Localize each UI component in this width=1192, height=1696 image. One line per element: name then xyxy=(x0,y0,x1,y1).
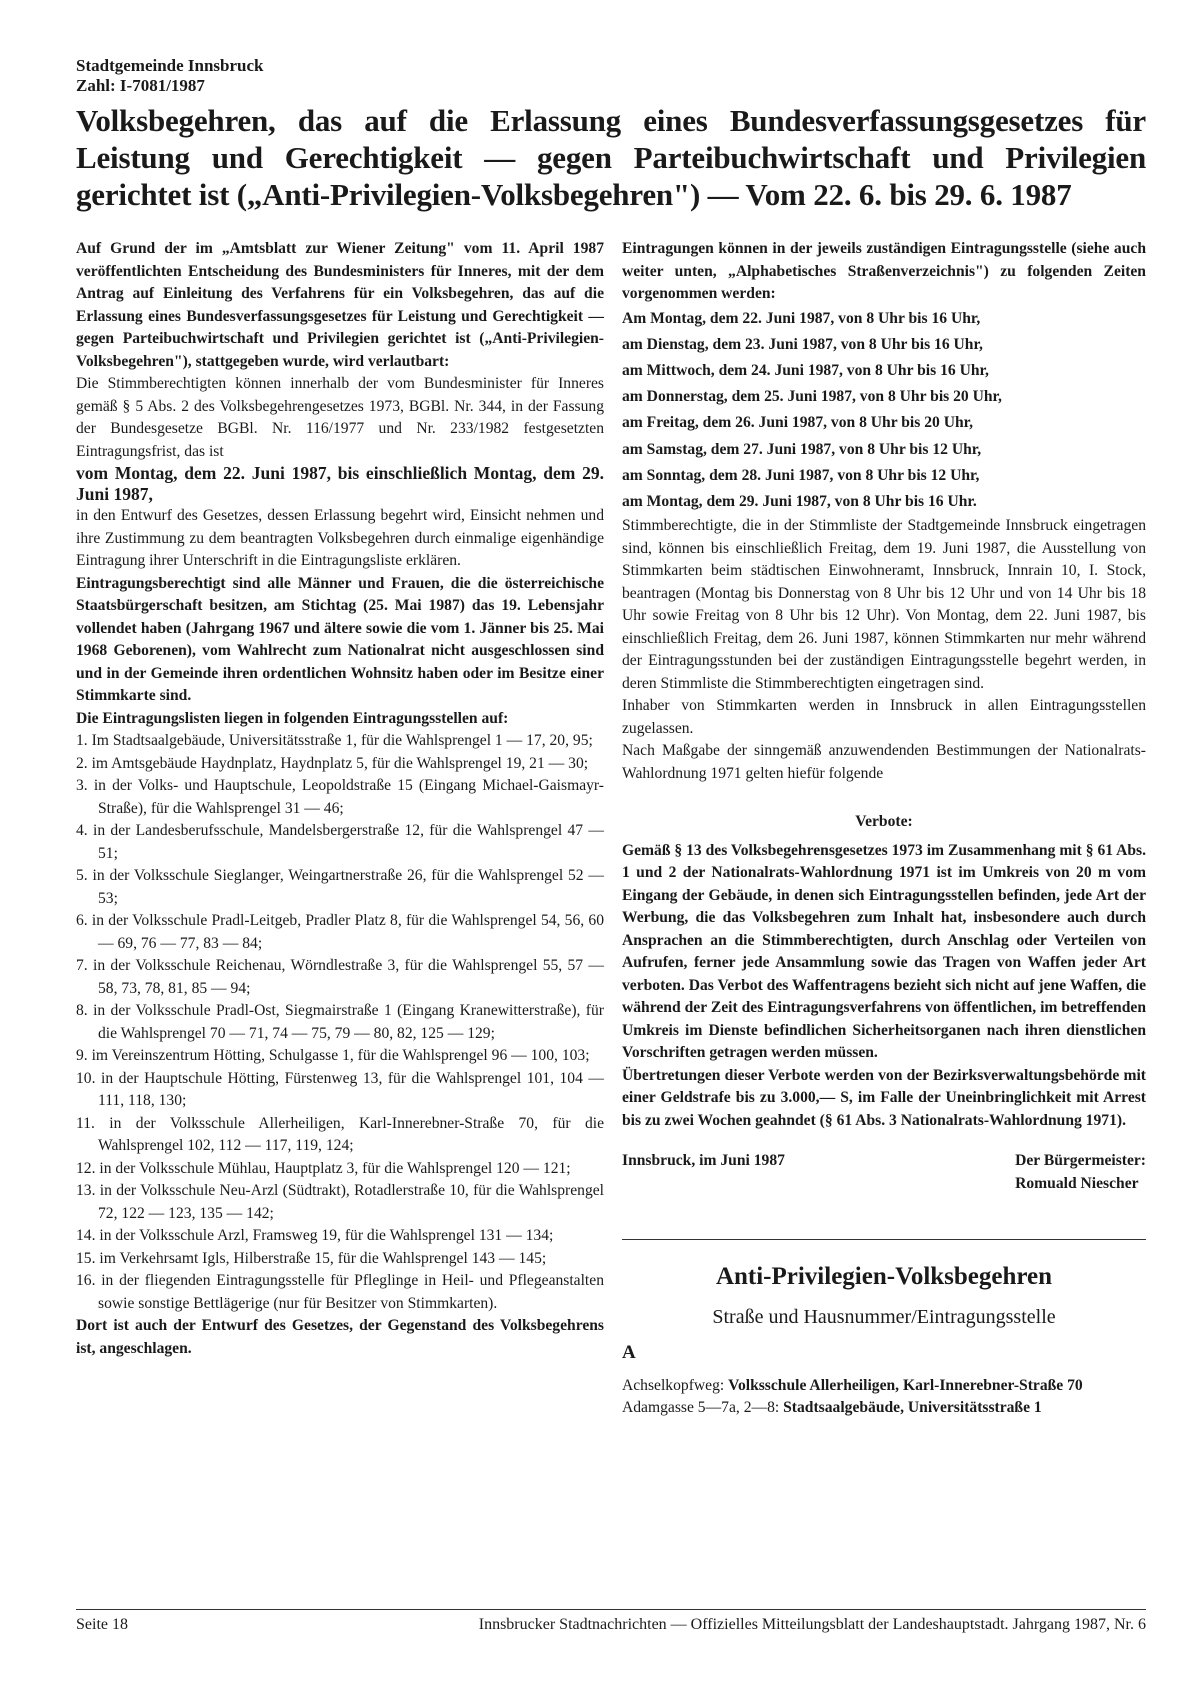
signer-name: Romuald Niescher xyxy=(1015,1174,1139,1192)
prohibitions-heading: Verbote: xyxy=(855,813,913,831)
street-index-subtitle: Straße und Hausnummer/Eintragungsstelle xyxy=(712,1306,1056,1329)
document-header xyxy=(76,56,1146,213)
prohibitions-paragraph: Gemäß § 13 des Volksbegehrensgesetzes 1973 im Zusammenhang mit § 61 Abs. 1 und 2 der Nationalrats-Wahlordnung 1971 ist im Umkreis von 20 m vom Eingang der Gebäude, in denen sich Eintragungsstellen befinden, jede Art der Werbung, die das Volksbegehren zum Inhalt hat, insbesondere auch durch Ansprachen an die Stimmberechtigten, durch Anschlag oder Verteilen von Aufrufen, ferner jede Ansammlung sowie das Tragen von Waffen jeder Art verboten. Das Verbot des Waffentragens bezieht sich nicht auf jene Waffen, die während der Zeit des Eintragungsverfahrens von öffentlichen, im betreffenden Umkreis im Dienste befindlichen Sicherheitsorganen nach ihren dienstlichen Vorschriften getragen werden müssen. xyxy=(622,841,1146,1062)
page-number: Seite 18 xyxy=(76,1616,128,1633)
publication-line: Innsbrucker Stadtnachrichten — Offizielles Mitteilungsblatt der Landeshauptstadt. Jahrgang 1987, Nr. 6 xyxy=(478,1616,1146,1633)
schedule-item: am Mittwoch, dem 24. Juni 1987, von 8 Uhr bis 16 Uhr, xyxy=(622,361,989,379)
index-letter: A xyxy=(622,1342,636,1364)
list-item: 15. im Verkehrsamt Igls, Hilberstraße 15, für die Wahlsprengel 143 — 145; xyxy=(76,1249,547,1267)
penalties-paragraph: Übertretungen dieser Verbote werden von der Bezirksverwaltungsbehörde mit einer Geldstrafe bis zu 3.000,— S, im Falle der Uneinbringlichkeit mit Arrest bis zu zwei Wochen geahndet (§ 61 Abs. 3 Nationalrats-Wahlordnung 1971). xyxy=(622,1066,1146,1129)
list-item: 8. in der Volksschule Pradl-Ost, Siegmairstraße 1 (Eingang Kranewitterstraße), für die Wahlsprengel 70 — 71, 74 — 75, 79 — 80, 82, 125 — 129; xyxy=(76,1002,604,1042)
list-item: 4. in der Landesberufsschule, Mandelsbergerstraße 12, für die Wahlsprengel 47 — 51; xyxy=(76,822,604,862)
list-item xyxy=(622,1375,1146,1398)
section-divider xyxy=(622,1239,1146,1240)
list-item: 1. Im Stadtsaalgebäude, Universitätsstraße 1, für die Wahlsprengel 1 — 17, 20, 95; xyxy=(76,732,593,749)
station-name: Stadtsaalgebäude, Universitätsstraße 1 xyxy=(783,1399,1042,1417)
document-title: Volksbegehren, das auf die Erlassung eines Bundesverfassungsgesetzes für Leistung und Gerechtigkeit — gegen Parteibuchwirtschaft und Privilegien gerichtet ist („Anti-Privilegien-Volksbegehren") — Vom 22. 6. bis 29. 6. 1987 xyxy=(76,103,1146,212)
voting-card-paragraph: Stimmberechtigte, die in der Stimmliste der Stadtgemeinde Innsbruck eingetragen sind, können bis einschließlich Freitag, dem 19. Juni 1987, die Ausstellung von Stimmkarten beim städtischen Einwohneramt, Innsbruck, Innrain 10, I. Stock, beantragen (Montag bis Donnerstag von 8 Uhr bis 12 Uhr und von 14 Uhr bis 18 Uhr sowie Freitag von 8 Uhr bis 12 Uhr). Von Montag, dem 22. Juni 1987, bis einschließlich Freitag, dem 26. Juni 1987, können Stimmkarten nur mehr während der Eintragungsstunden bei der zuständigen Eintragungsstelle begehrt werden, in deren Stimmliste die Stimmberechtigten eingetragen sind. xyxy=(622,517,1146,692)
schedule-item: am Sonntag, dem 28. Juni 1987, von 8 Uhr bis 12 Uhr, xyxy=(622,466,980,484)
page-footer xyxy=(76,1609,1146,1634)
schedule-intro: Eintragungen können in der jeweils zuständigen Eintragungsstelle (siehe auch weiter unten, „Alphabetisches Straßenverzeichnis") zu folgenden Zeiten vorgenommen werden: xyxy=(622,240,1146,302)
schedule-item: Am Montag, dem 22. Juni 1987, von 8 Uhr bis 16 Uhr, xyxy=(622,309,981,327)
list-item: 5. in der Volksschule Sieglanger, Weingartnerstraße 26, für die Wahlsprengel 52 — 53; xyxy=(76,867,604,907)
street-name: Adamgasse 5—7a, 2—8: xyxy=(622,1399,780,1417)
schedule-item: am Samstag, dem 27. Juni 1987, von 8 Uhr bis 12 Uhr, xyxy=(622,440,982,458)
registration-period: vom Montag, dem 22. Juni 1987, bis einschließlich Montag, dem 29. Juni 1987, xyxy=(76,463,604,504)
list-item: 10. in der Hauptschule Hötting, Fürstenweg 13, für die Wahlsprengel 101, 104 — 111, 118, 130; xyxy=(76,1069,604,1109)
stations-heading: Die Eintragungslisten liegen in folgenden Eintragungsstellen auf: xyxy=(76,709,509,727)
intro-paragraph: Auf Grund der im „Amtsblatt zur Wiener Zeitung" vom 11. April 1987 veröffentlichten Entscheidung des Bundesministers für Inneres, mit der dem Antrag auf Einleitung des Verfahrens für ein Volksbegehren, das auf die Erlassung eines Bundesverfassungsgesetzes für Leistung und Gerechtigkeit — gegen Parteibuchwirtschaft und Privilegien gerichtet ist („Anti-Privilegien-Volksbegehren"), stattgegeben wurde, wird verlautbart: xyxy=(76,240,604,370)
street-index-title: Anti-Privilegien-Volksbegehren xyxy=(715,1263,1053,1291)
right-column xyxy=(622,238,1146,1420)
signer-role: Der Bürgermeister: xyxy=(1015,1152,1146,1170)
issuer: Stadtgemeinde Innsbruck xyxy=(76,56,264,75)
card-holders-paragraph: Inhaber von Stimmkarten werden in Innsbruck in allen Eintragungsstellen zugelassen. xyxy=(622,697,1146,737)
list-item: 16. in der fliegenden Eintragungsstelle für Pfleglinge in Heil- und Pflegeanstalten sowie sonstige Bettlägerige (nur für Besitzer von Stimmkarten). xyxy=(76,1272,604,1312)
list-item: 13. in der Volksschule Neu-Arzl (Südtrakt), Rotadlerstraße 10, für die Wahlsprengel 72, 122 — 123, 135 — 142; xyxy=(76,1182,604,1222)
street-name: Achselkopfweg: xyxy=(622,1376,725,1394)
list-item: 6. in der Volksschule Pradl-Leitgeb, Pradler Platz 8, für die Wahlsprengel 54, 56, 60 — 69, 76 — 77, 83 — 84; xyxy=(76,912,604,952)
place-date: Innsbruck, im Juni 1987 xyxy=(622,1152,785,1170)
list-item: 3. in der Volks- und Hauptschule, Leopoldstraße 15 (Eingang Michael-Gaismayr-Straße), für die Wahlsprengel 31 — 46; xyxy=(76,777,604,817)
list-item: 9. im Vereinszentrum Hötting, Schulgasse 1, für die Wahlsprengel 96 — 100, 103; xyxy=(76,1047,590,1064)
registration-instructions: in den Entwurf des Gesetzes, dessen Erlassung begehrt wird, Einsicht nehmen und ihre Zustimmung zu dem beantragten Volksbegehren durch einmalige eigenhändige Eintragung ihrer Unterschrift in die Eintragungsliste erklären. xyxy=(76,507,604,569)
station-name: Volksschule Allerheiligen, Karl-Innerebner-Straße 70 xyxy=(728,1376,1083,1394)
stations-list xyxy=(76,730,604,1315)
list-item xyxy=(622,1397,1146,1420)
schedule-item: am Dienstag, dem 23. Juni 1987, von 8 Uhr bis 16 Uhr, xyxy=(622,335,983,353)
schedule-item: am Montag, dem 29. Juni 1987, von 8 Uhr bis 16 Uhr. xyxy=(622,492,977,510)
signer xyxy=(1015,1150,1146,1195)
schedule-item: am Freitag, dem 26. Juni 1987, von 8 Uhr bis 20 Uhr, xyxy=(622,414,974,432)
list-item: 2. im Amtsgebäude Haydnplatz, Haydnplatz 5, für die Wahlsprengel 19, 21 — 30; xyxy=(76,754,589,772)
signature-block xyxy=(622,1150,1146,1195)
list-item: 7. in der Volksschule Reichenau, Wörndlestraße 3, für die Wahlsprengel 55, 57 — 58, 73, 78, 81, 85 — 94; xyxy=(76,957,604,997)
document-page xyxy=(76,56,1146,1656)
street-list xyxy=(622,1375,1146,1420)
list-item: 14. in der Volksschule Arzl, Framsweg 19, für die Wahlsprengel 131 — 134; xyxy=(76,1227,554,1244)
closing-paragraph: Dort ist auch der Entwurf des Gesetzes, der Gegenstand des Volksbegehrens ist, angeschlagen. xyxy=(76,1317,604,1357)
list-item: 11. in der Volksschule Allerheiligen, Karl-Innerebner-Straße 70, für die Wahlsprengel 102, 112 — 117, 119, 124; xyxy=(76,1114,604,1154)
rules-intro: Nach Maßgabe der sinngemäß anzuwendenden Bestimmungen der Nationalrats-Wahlordnung 1971 gelten hiefür folgende xyxy=(622,742,1146,782)
schedule-list xyxy=(622,306,1146,516)
list-item: 12. in der Volksschule Mühlau, Hauptplatz 3, für die Wahlsprengel 120 — 121; xyxy=(76,1159,571,1177)
eligibility-period-text: Die Stimmberechtigten können innerhalb der vom Bundesminister für Inneres gemäß § 5 Abs. 2 des Volksbegehrengesetzes 1973, BGBl. Nr. 344, in der Fassung der Bundesgesetze BGBl. Nr. 116/1977 und Nr. 233/1982 festgesetzten Eintragungsfrist, das ist xyxy=(76,375,604,460)
left-column xyxy=(76,238,604,1360)
eligibility-paragraph: Eintragungsberechtigt sind alle Männer und Frauen, die die österreichische Staatsbürgerschaft besitzen, am Stichtag (25. Mai 1987) das 19. Lebensjahr vollendet haben (Jahrgang 1967 und ältere sowie die vom 1. Jänner bis 25. Mai 1968 Geborenen), vom Wahlrecht zum Nationalrat nicht ausgeschlossen sind und in der Gemeinde ihren ordentlichen Wohnsitz haben oder im Besitze einer Stimmkarte sind. xyxy=(76,574,604,704)
reference-number: Zahl: I-7081/1987 xyxy=(76,76,205,95)
schedule-item: am Donnerstag, dem 25. Juni 1987, von 8 Uhr bis 20 Uhr, xyxy=(622,388,1002,406)
